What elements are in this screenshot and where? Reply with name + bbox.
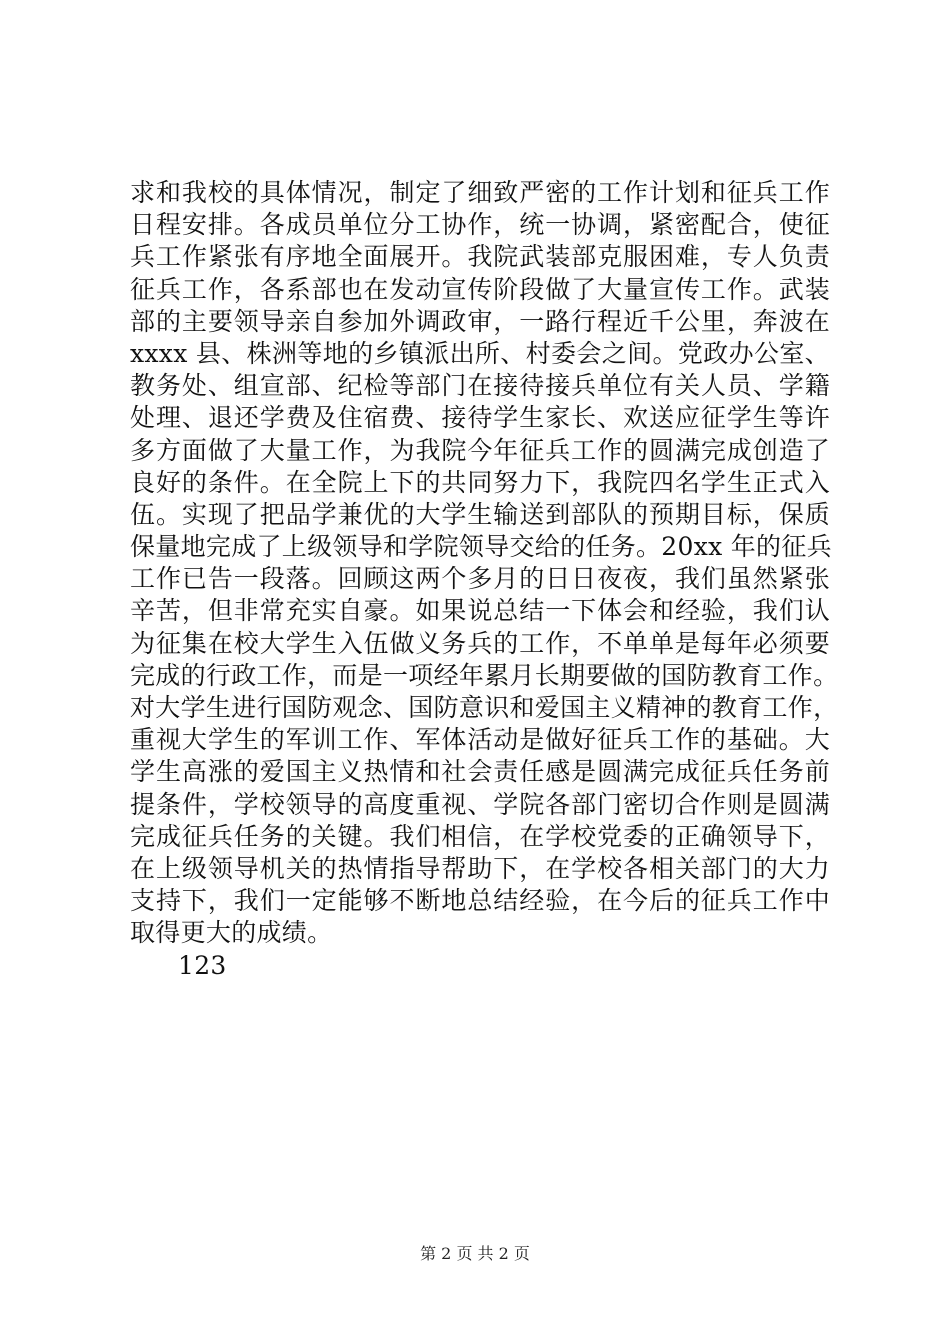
- text-line: 完成的行政工作，而是一项经年累月长期要做的国防教育工作。: [130, 660, 839, 690]
- text-line: 良好的条件。在全院上下的共同努力下，我院四名学生正式入: [130, 467, 830, 497]
- text-line: 学生高涨的爱国主义热情和社会责任感是圆满完成征兵任务前: [130, 757, 830, 787]
- text-line: 完成征兵任务的关键。我们相信，在学校党委的正确领导下，: [130, 821, 830, 851]
- text-line: 辛苦，但非常充实自豪。如果说总结一下体会和经验，我们认: [130, 596, 830, 626]
- text-line: 伍。实现了把品学兼优的大学生输送到部队的预期目标，保质: [130, 499, 830, 529]
- text-line: 征兵工作，各系部也在发动宣传阶段做了大量宣传工作。武装: [130, 274, 830, 304]
- text-line: 支持下，我们一定能够不断地总结经验，在今后的征兵工作中: [130, 886, 830, 916]
- text-line: 保量地完成了上级领导和学院领导交给的任务。20xx 年的征兵: [130, 532, 832, 562]
- text-line: 为征集在校大学生入伍做义务兵的工作，不单单是每年必须要: [130, 628, 830, 658]
- text-line: 兵工作紧张有序地全面展开。我院武装部克服困难，专人负责: [130, 242, 830, 272]
- text-line: 取得更大的成绩。: [130, 918, 333, 948]
- text-line: 重视大学生的军训工作、军体活动是做好征兵工作的基础。大: [130, 725, 830, 755]
- text-line: 对大学生进行国防观念、国防意识和爱国主义精神的教育工作，: [130, 693, 839, 722]
- text-line: 日程安排。各成员单位分工协作，统一协调，紧密配合，使征: [130, 210, 830, 240]
- text-line: xxxx 县、株洲等地的乡镇派出所、村委会之间。党政办公室、: [130, 338, 830, 368]
- page-footer: 第 2 页 共 2 页: [420, 1244, 530, 1263]
- trailing-number: 123: [178, 950, 227, 980]
- text-line: 在上级领导机关的热情指导帮助下，在学校各相关部门的大力: [130, 853, 830, 883]
- text-line: 处理、退还学费及住宿费、接待学生家长、欢送应征学生等许: [130, 403, 830, 433]
- text-line: 提条件，学校领导的高度重视、学院各部门密切合作则是圆满: [130, 789, 830, 819]
- body-text: [130, 177, 839, 982]
- text-line: 教务处、组宣部、纪检等部门在接待接兵单位有关人员、学籍: [130, 371, 830, 401]
- text-line: 部的主要领导亲自参加外调政审，一路行程近千公里，奔波在: [130, 306, 830, 336]
- text-line: 多方面做了大量工作，为我院今年征兵工作的圆满完成创造了: [130, 435, 830, 465]
- text-line: 工作已告一段落。回顾这两个多月的日日夜夜，我们虽然紧张: [130, 564, 830, 594]
- text-line: 求和我校的具体情况，制定了细致严密的工作计划和征兵工作: [130, 178, 830, 207]
